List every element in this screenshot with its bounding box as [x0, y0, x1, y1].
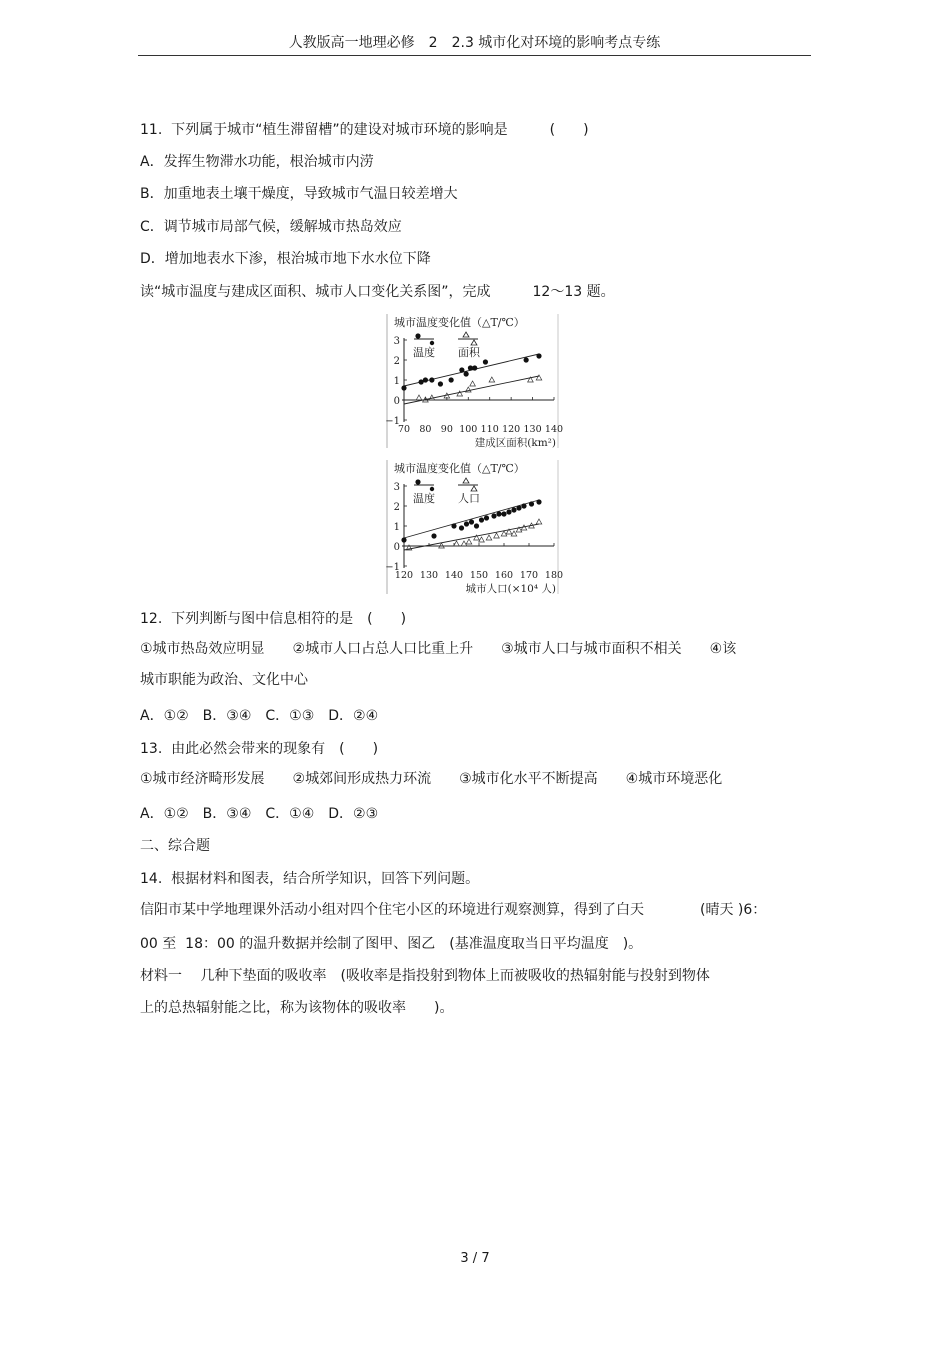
data-point-dot: [501, 511, 506, 516]
data-point-dot: [536, 353, 541, 358]
chart-area-svg: [385, 312, 564, 450]
y-tick-label: −1: [385, 562, 400, 573]
legend-tri-marker: [471, 340, 477, 345]
x-tick-label: 140: [444, 570, 464, 581]
legend-dot-marker: [415, 479, 420, 484]
data-point-triangle: [416, 395, 422, 400]
x-axis-label: 城市人口(×10⁴ 人): [465, 583, 556, 595]
legend-tri-label: 面积: [458, 346, 480, 359]
data-point-dot: [536, 499, 541, 504]
x-tick-label: 110: [480, 424, 499, 435]
y-tick-label: 1: [393, 522, 400, 533]
page-number: 3 / 7: [460, 1251, 490, 1266]
data-point-dot: [474, 523, 479, 528]
q12-options-line2: 城市职能为政治、文化中心: [140, 672, 308, 688]
data-point-triangle: [486, 535, 492, 540]
x-tick-label: 140: [544, 424, 564, 435]
data-point-dot: [423, 377, 428, 382]
legend-dot-label: 温度: [413, 346, 435, 359]
legend-dot-marker: [415, 333, 420, 338]
chart-intro: 读“城市温度与建成区面积、城市人口变化关系图”，完成 12～13 题。: [140, 284, 615, 300]
data-point-triangle: [479, 537, 485, 542]
data-point-dot: [401, 537, 406, 542]
q13-options: ①城市经济畸形发展 ②城郊间形成热力环流 ③城市化水平不断提高 ④城市环境恶化: [140, 771, 723, 787]
q13-stem: 13. 由此必然会带来的现象有 ( ): [140, 741, 379, 757]
data-point-dot: [491, 513, 496, 518]
data-point-dot: [483, 359, 488, 364]
legend-tri-marker: [463, 478, 469, 483]
data-point-triangle: [454, 541, 460, 546]
q14-text-line2: 00 至 18：00 的温升数据并绘制了图甲、图乙 (基准温度取当日平均温度 )。: [140, 936, 643, 952]
data-point-dot: [438, 381, 443, 386]
q14-stem: 14. 根据材料和图表，结合所学知识，回答下列问题。: [140, 871, 480, 887]
data-point-dot: [469, 519, 474, 524]
x-tick-label: 90: [440, 424, 453, 435]
legend-tri-marker: [463, 332, 469, 337]
data-point-triangle: [536, 519, 542, 524]
data-point-dot: [516, 505, 521, 510]
data-point-dot: [431, 533, 436, 538]
chart-population-temperature: [385, 458, 564, 600]
legend-dot-label: 温度: [413, 492, 435, 505]
legend-tri-marker: [471, 486, 477, 491]
q11-option-a: A．发挥生物滞水功能，根治城市内涝: [140, 154, 374, 170]
data-point-triangle: [461, 541, 467, 546]
x-tick-label: 120: [394, 570, 414, 581]
data-point-dot: [524, 357, 529, 362]
data-point-dot: [459, 367, 464, 372]
x-axis-label: 建成区面积(km²): [474, 437, 556, 449]
x-tick-label: 150: [469, 570, 489, 581]
q11-option-b: B．加重地表土壤干燥度，导致城市气温日较差增大: [140, 186, 458, 202]
y-tick-label: 1: [393, 376, 400, 387]
y-tick-label: 0: [393, 542, 400, 553]
chart-area-temperature: [385, 312, 564, 454]
y-tick-label: 3: [393, 482, 400, 493]
q11-stem: 11. 下列属于城市“植生滞留槽”的建设对城市环境的影响是 ( ): [140, 122, 589, 138]
q14-text-line4: 上的总热辐射能之比，称为该物体的吸收率 )。: [140, 1000, 454, 1016]
q11-option-d: D．增加地表水下渗，根治城市地下水水位下降: [140, 251, 431, 267]
data-point-dot: [449, 377, 454, 382]
q12-options-line1: ①城市热岛效应明显 ②城市人口占总人口比重上升 ③城市人口与城市面积不相关 ④该: [140, 641, 737, 657]
y-tick-label: −1: [385, 416, 400, 427]
data-point-dot: [459, 525, 464, 530]
data-point-dot: [451, 523, 456, 528]
y-tick-label: 2: [393, 356, 400, 367]
data-point-dot: [511, 507, 516, 512]
x-tick-label: 130: [419, 570, 439, 581]
data-point-dot: [464, 371, 469, 376]
q13-choices: A．①② B．③④ C．①④ D．②③: [140, 806, 379, 822]
data-point-dot: [506, 509, 511, 514]
data-point-triangle: [494, 533, 500, 538]
data-point-dot: [464, 521, 469, 526]
q14-text-line1: 信阳市某中学地理课外活动小组对四个住宅小区的环境进行观察测算，得到了白天 (晴天 )6：: [140, 902, 767, 918]
data-point-dot: [479, 517, 484, 522]
data-point-triangle: [470, 381, 476, 386]
data-point-dot: [429, 377, 434, 382]
chart-title: 城市温度变化值（△T/℃）: [394, 316, 525, 329]
data-point-dot: [529, 501, 534, 506]
data-point-dot: [521, 503, 526, 508]
x-tick-label: 70: [397, 424, 411, 435]
q14-text-line3: 材料一 几种下垫面的吸收率 (吸收率是指投射到物体上而被吸收的热辐射能与投射到物体: [140, 968, 710, 984]
data-point-dot: [496, 511, 501, 516]
legend-tri-label: 人口: [458, 492, 480, 505]
data-point-dot: [472, 365, 477, 370]
q12-stem: 12. 下列判断与图中信息相符的是 ( ): [140, 611, 407, 627]
chart-title: 城市温度变化值（△T/℃）: [394, 462, 525, 475]
legend-dot-marker: [430, 341, 434, 345]
data-point-triangle: [466, 539, 472, 544]
x-tick-label: 130: [523, 424, 542, 435]
chart-population-svg: [385, 458, 564, 596]
y-tick-label: 3: [393, 336, 400, 347]
page-header: 人教版高一地理必修 2 2.3 城市化对环境的影响考点专练: [138, 33, 811, 56]
x-tick-label: 170: [519, 570, 539, 581]
data-point-dot: [484, 515, 489, 520]
data-point-triangle: [489, 377, 495, 382]
x-tick-label: 160: [494, 570, 514, 581]
legend-dot-marker: [430, 487, 434, 491]
y-tick-label: 2: [393, 502, 400, 513]
section-heading: 二、综合题: [140, 838, 210, 854]
data-point-triangle: [501, 531, 507, 536]
x-tick-label: 120: [502, 424, 521, 435]
data-point-dot: [401, 385, 406, 390]
x-tick-label: 100: [459, 424, 478, 435]
q11-option-c: C．调节城市局部气候，缓解城市热岛效应: [140, 219, 402, 235]
q12-choices: A．①② B．③④ C．①③ D．②④: [140, 708, 379, 724]
x-tick-label: 80: [419, 424, 432, 435]
y-tick-label: 0: [393, 396, 400, 407]
x-tick-label: 180: [544, 570, 564, 581]
data-point-triangle: [536, 375, 542, 380]
